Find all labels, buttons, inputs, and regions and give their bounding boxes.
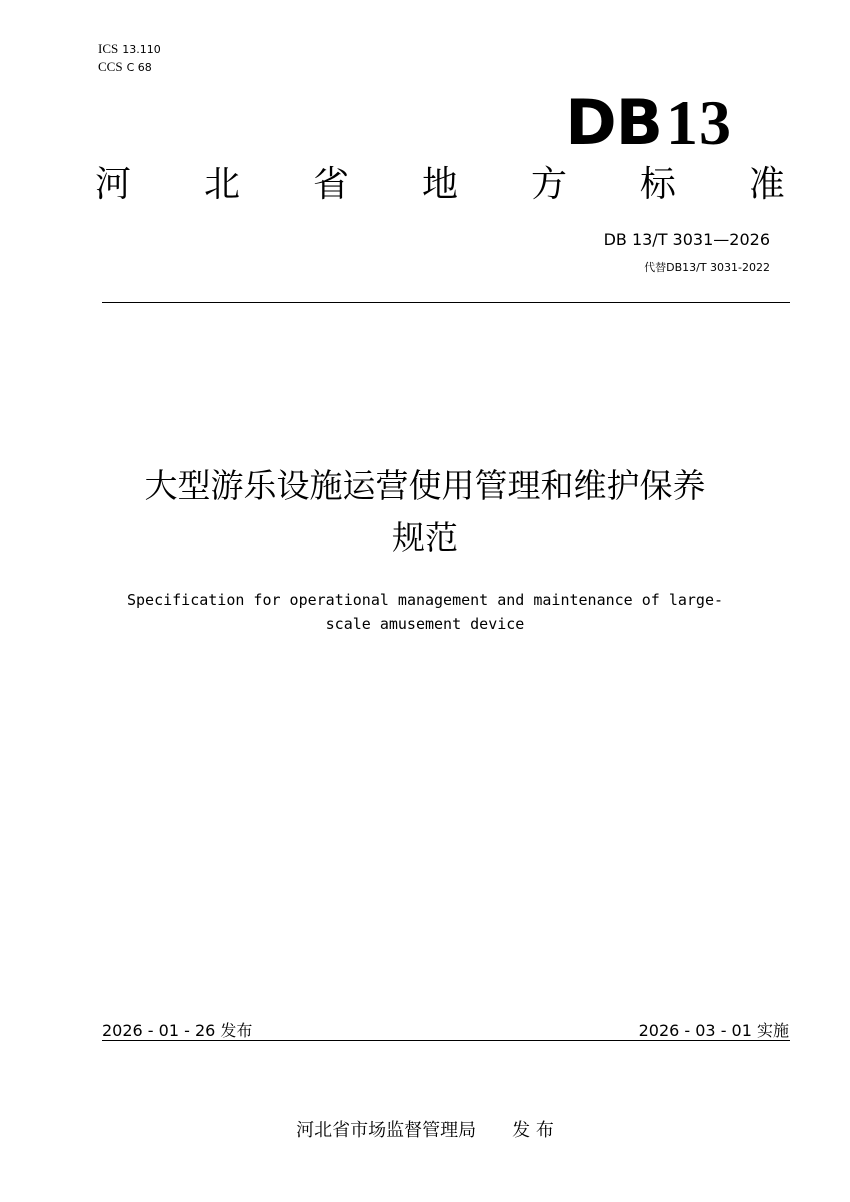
replaces-standard: 代替DB13/T 3031-2022 bbox=[644, 261, 770, 274]
chinese-title-line-2: 规范 bbox=[392, 518, 458, 557]
standard-type-char: 省 bbox=[312, 164, 349, 205]
classification-codes bbox=[98, 40, 161, 76]
implementation-date: 2026 - 03 - 01 实施 bbox=[638, 1021, 789, 1040]
db-logo bbox=[565, 88, 732, 159]
chinese-title bbox=[0, 460, 850, 564]
ccs-row bbox=[98, 58, 161, 76]
standard-type-char: 河 bbox=[95, 164, 132, 205]
ics-row bbox=[98, 40, 161, 58]
standard-type-char: 北 bbox=[203, 164, 240, 205]
issuer-verb: 发 布 bbox=[512, 1120, 554, 1141]
standard-type-char: 标 bbox=[639, 164, 676, 205]
standard-type-heading bbox=[95, 162, 785, 208]
footer-divider bbox=[102, 1040, 790, 1041]
header-divider bbox=[102, 302, 790, 303]
db-logo-letters: DB bbox=[565, 86, 662, 159]
ics-value: 13.110 bbox=[122, 43, 161, 56]
english-title-line-2: scale amusement device bbox=[325, 615, 525, 633]
standard-type-char: 准 bbox=[748, 164, 785, 205]
english-title-line-1: Specification for operational management and maintenance of large- bbox=[126, 591, 724, 609]
ccs-value: C 68 bbox=[126, 61, 152, 74]
chinese-title-line-1: 大型游乐设施运营使用管理和维护保养 bbox=[144, 466, 706, 505]
english-title bbox=[90, 588, 760, 636]
standard-code: DB 13/T 3031—2026 bbox=[603, 230, 770, 249]
ics-label: ICS bbox=[98, 41, 119, 56]
ccs-label: CCS bbox=[98, 59, 123, 74]
issue-date: 2026 - 01 - 26 发布 bbox=[102, 1021, 253, 1040]
issuer-name: 河北省市场监督管理局 bbox=[296, 1120, 477, 1141]
db-logo-number: 13 bbox=[666, 87, 732, 158]
standard-type-char: 地 bbox=[421, 164, 458, 205]
standard-type-char: 方 bbox=[530, 164, 567, 205]
issuing-authority bbox=[0, 1116, 850, 1142]
